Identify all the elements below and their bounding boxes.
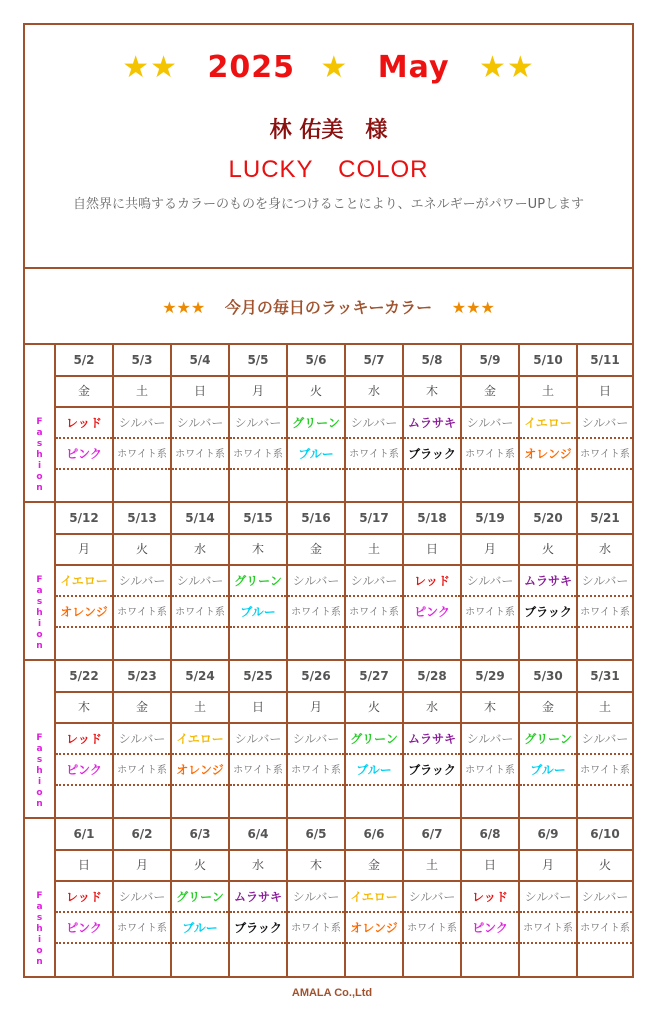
- day-date: 5/11: [578, 345, 632, 377]
- empty-cell: [230, 944, 286, 977]
- day-date: 6/7: [404, 819, 460, 851]
- lucky-color-secondary: ホワイト系: [462, 755, 518, 786]
- day-date: 5/16: [288, 503, 344, 535]
- empty-cell: [288, 786, 344, 819]
- lucky-color-secondary: ブラック: [404, 755, 460, 786]
- lucky-color-primary: シルバー: [114, 724, 170, 755]
- day-column: [578, 819, 632, 977]
- lucky-color-primary: イエロー: [172, 724, 228, 755]
- empty-cell: [56, 470, 112, 503]
- lucky-color-primary: グリーン: [230, 566, 286, 597]
- day-date: 5/20: [520, 503, 576, 535]
- lucky-color-secondary: ピンク: [56, 439, 112, 470]
- lucky-color-primary: シルバー: [462, 566, 518, 597]
- empty-cell: [462, 786, 518, 819]
- day-date: 5/6: [288, 345, 344, 377]
- lucky-color-primary: ムラサキ: [404, 408, 460, 439]
- day-column: [520, 503, 578, 661]
- day-column: [288, 661, 346, 819]
- day-date: 6/1: [56, 819, 112, 851]
- lucky-color-primary: シルバー: [346, 566, 402, 597]
- lucky-color-title: LUCKY COLOR: [228, 156, 429, 183]
- day-column: [462, 661, 520, 819]
- empty-cell: [56, 628, 112, 661]
- day-column: [172, 819, 230, 977]
- lucky-color-secondary: ホワイト系: [578, 755, 632, 786]
- empty-cell: [230, 786, 286, 819]
- day-date: 5/31: [578, 661, 632, 693]
- lucky-color-primary: レッド: [404, 566, 460, 597]
- lucky-color-secondary: ホワイト系: [230, 439, 286, 470]
- empty-cell: [520, 628, 576, 661]
- lucky-color-secondary: ホワイト系: [172, 597, 228, 628]
- day-date: 5/17: [346, 503, 402, 535]
- day-column: [462, 345, 520, 503]
- empty-cell: [230, 470, 286, 503]
- fashion-label: F a s h i o n: [36, 891, 43, 967]
- lucky-color-primary: シルバー: [578, 724, 632, 755]
- day-of-week: 水: [404, 693, 460, 724]
- day-column: [56, 503, 114, 661]
- empty-cell: [520, 786, 576, 819]
- empty-cell: [520, 944, 576, 977]
- empty-cell: [114, 786, 170, 819]
- lucky-color-primary: シルバー: [230, 408, 286, 439]
- side-label-cell: [25, 819, 56, 977]
- day-of-week: 土: [578, 693, 632, 724]
- lucky-color-primary: レッド: [56, 408, 112, 439]
- lucky-color-primary: シルバー: [578, 566, 632, 597]
- empty-cell: [462, 944, 518, 977]
- lucky-color-secondary: ホワイト系: [172, 439, 228, 470]
- day-date: 5/22: [56, 661, 112, 693]
- lucky-color-primary: シルバー: [404, 882, 460, 913]
- lucky-color-secondary: ホワイト系: [114, 439, 170, 470]
- empty-cell: [172, 786, 228, 819]
- lucky-color-secondary: ホワイト系: [578, 439, 632, 470]
- lucky-color-primary: ムラサキ: [230, 882, 286, 913]
- lucky-color-secondary: オレンジ: [56, 597, 112, 628]
- empty-cell: [288, 470, 344, 503]
- empty-cell: [404, 786, 460, 819]
- day-date: 5/2: [56, 345, 112, 377]
- day-of-week: 金: [520, 693, 576, 724]
- day-of-week: 水: [172, 535, 228, 566]
- day-date: 5/24: [172, 661, 228, 693]
- fashion-label: F a s h i o n: [36, 417, 43, 493]
- day-column: [346, 819, 404, 977]
- day-of-week: 月: [288, 693, 344, 724]
- empty-cell: [578, 786, 632, 819]
- lucky-color-primary: ムラサキ: [520, 566, 576, 597]
- day-of-week: 日: [462, 851, 518, 882]
- day-of-week: 日: [172, 377, 228, 408]
- day-date: 5/4: [172, 345, 228, 377]
- lucky-color-primary: レッド: [56, 882, 112, 913]
- day-column: [172, 503, 230, 661]
- day-column: [346, 661, 404, 819]
- day-column: [578, 503, 632, 661]
- lucky-color-secondary: ホワイト系: [462, 439, 518, 470]
- day-of-week: 月: [56, 535, 112, 566]
- lucky-color-primary: グリーン: [520, 724, 576, 755]
- lucky-color-secondary: ホワイト系: [346, 597, 402, 628]
- day-column: [230, 345, 288, 503]
- lucky-color-secondary: ピンク: [404, 597, 460, 628]
- empty-cell: [114, 944, 170, 977]
- side-label-cell: [25, 503, 56, 661]
- subheader-text: 今月の毎日のラッキーカラー: [224, 298, 433, 317]
- lucky-color-secondary: ピンク: [462, 913, 518, 944]
- lucky-color-primary: シルバー: [230, 724, 286, 755]
- lucky-color-secondary: ホワイト系: [346, 439, 402, 470]
- day-column: [114, 345, 172, 503]
- lucky-color-secondary: オレンジ: [346, 913, 402, 944]
- lucky-color-primary: グリーン: [288, 408, 344, 439]
- day-of-week: 金: [346, 851, 402, 882]
- lucky-color-secondary: ホワイト系: [404, 913, 460, 944]
- empty-cell: [288, 628, 344, 661]
- lucky-color-secondary: ホワイト系: [288, 755, 344, 786]
- day-of-week: 金: [462, 377, 518, 408]
- empty-cell: [114, 470, 170, 503]
- day-of-week: 月: [462, 535, 518, 566]
- empty-cell: [578, 944, 632, 977]
- day-column: [230, 819, 288, 977]
- day-column: [346, 345, 404, 503]
- lucky-color-secondary: ブルー: [288, 439, 344, 470]
- lucky-color-secondary: ホワイト系: [578, 913, 632, 944]
- lucky-color-primary: シルバー: [114, 408, 170, 439]
- day-date: 5/28: [404, 661, 460, 693]
- week-row: [25, 503, 632, 661]
- day-of-week: 金: [288, 535, 344, 566]
- day-date: 5/30: [520, 661, 576, 693]
- day-date: 6/6: [346, 819, 402, 851]
- day-column: [520, 345, 578, 503]
- side-label-cell: [25, 661, 56, 819]
- day-column: [56, 345, 114, 503]
- lucky-color-secondary: ホワイト系: [288, 597, 344, 628]
- lucky-color-primary: レッド: [56, 724, 112, 755]
- day-column: [172, 661, 230, 819]
- day-date: 5/9: [462, 345, 518, 377]
- day-date: 5/27: [346, 661, 402, 693]
- empty-cell: [578, 470, 632, 503]
- day-date: 6/5: [288, 819, 344, 851]
- lucky-color-primary: イエロー: [56, 566, 112, 597]
- lucky-color-primary: シルバー: [346, 408, 402, 439]
- day-of-week: 土: [172, 693, 228, 724]
- day-date: 6/2: [114, 819, 170, 851]
- stars-right-icon: ★★: [478, 50, 535, 85]
- day-column: [230, 503, 288, 661]
- lucky-color-secondary: ホワイト系: [520, 913, 576, 944]
- side-label-cell: [25, 345, 56, 503]
- day-of-week: 水: [230, 851, 286, 882]
- day-column: [404, 661, 462, 819]
- empty-cell: [404, 470, 460, 503]
- empty-cell: [462, 628, 518, 661]
- lucky-color-primary: シルバー: [172, 566, 228, 597]
- day-of-week: 日: [404, 535, 460, 566]
- day-of-week: 水: [346, 377, 402, 408]
- lucky-color-secondary: ホワイト系: [114, 755, 170, 786]
- lucky-color-primary: ムラサキ: [404, 724, 460, 755]
- lucky-color-primary: シルバー: [288, 882, 344, 913]
- day-of-week: 木: [288, 851, 344, 882]
- lucky-color-secondary: ブラック: [520, 597, 576, 628]
- day-of-week: 日: [578, 377, 632, 408]
- lucky-color-primary: イエロー: [346, 882, 402, 913]
- day-date: 5/5: [230, 345, 286, 377]
- day-of-week: 日: [230, 693, 286, 724]
- day-date: 5/19: [462, 503, 518, 535]
- day-date: 6/4: [230, 819, 286, 851]
- lucky-color-primary: シルバー: [578, 882, 632, 913]
- lucky-color-primary: シルバー: [462, 408, 518, 439]
- lucky-color-secondary: ホワイト系: [114, 913, 170, 944]
- day-column: [404, 345, 462, 503]
- lucky-color-secondary: ホワイト系: [114, 597, 170, 628]
- day-date: 5/13: [114, 503, 170, 535]
- lucky-color-secondary: オレンジ: [172, 755, 228, 786]
- day-date: 5/14: [172, 503, 228, 535]
- day-of-week: 火: [578, 851, 632, 882]
- header-section: [25, 25, 632, 269]
- day-of-week: 金: [56, 377, 112, 408]
- lucky-color-primary: グリーン: [346, 724, 402, 755]
- empty-cell: [346, 786, 402, 819]
- week-row: [25, 819, 632, 977]
- day-of-week: 土: [114, 377, 170, 408]
- day-date: 5/23: [114, 661, 170, 693]
- day-of-week: 土: [520, 377, 576, 408]
- day-column: [404, 503, 462, 661]
- subheader: [25, 295, 632, 318]
- lucky-color-secondary: ブラック: [230, 913, 286, 944]
- lucky-color-secondary: ホワイト系: [462, 597, 518, 628]
- day-of-week: 月: [230, 377, 286, 408]
- day-date: 5/15: [230, 503, 286, 535]
- day-column: [288, 345, 346, 503]
- lucky-color-secondary: ブラック: [404, 439, 460, 470]
- footer-company: AMALA Co.,Ltd: [291, 987, 373, 999]
- day-of-week: 火: [114, 535, 170, 566]
- sub-stars-left-icon: ★★★: [162, 298, 206, 317]
- day-column: [520, 819, 578, 977]
- day-date: 6/3: [172, 819, 228, 851]
- day-of-week: 木: [230, 535, 286, 566]
- day-column: [56, 661, 114, 819]
- lucky-color-primary: シルバー: [172, 408, 228, 439]
- empty-cell: [56, 944, 112, 977]
- day-column: [56, 819, 114, 977]
- stars-left-icon: ★★: [122, 50, 179, 85]
- day-of-week: 水: [578, 535, 632, 566]
- sub-stars-right-icon: ★★★: [451, 298, 495, 317]
- day-date: 5/18: [404, 503, 460, 535]
- day-of-week: 月: [114, 851, 170, 882]
- day-date: 5/25: [230, 661, 286, 693]
- day-column: [520, 661, 578, 819]
- day-date: 5/12: [56, 503, 112, 535]
- empty-cell: [56, 786, 112, 819]
- lucky-color-secondary: ピンク: [56, 755, 112, 786]
- day-of-week: 金: [114, 693, 170, 724]
- fashion-label: F a s h i o n: [36, 575, 43, 651]
- lucky-color-secondary: ホワイト系: [288, 913, 344, 944]
- star-mid-icon: ★: [320, 50, 349, 85]
- empty-cell: [404, 944, 460, 977]
- lucky-color-secondary: ピンク: [56, 913, 112, 944]
- subheader-section: [25, 269, 632, 345]
- empty-cell: [172, 944, 228, 977]
- empty-cell: [288, 944, 344, 977]
- day-column: [462, 503, 520, 661]
- empty-cell: [578, 628, 632, 661]
- day-of-week: 木: [462, 693, 518, 724]
- day-column: [578, 661, 632, 819]
- fashion-label: F a s h i o n: [36, 733, 43, 809]
- day-of-week: 土: [346, 535, 402, 566]
- empty-cell: [404, 628, 460, 661]
- day-of-week: 火: [172, 851, 228, 882]
- day-column: [288, 819, 346, 977]
- lucky-color-primary: シルバー: [462, 724, 518, 755]
- day-column: [114, 819, 172, 977]
- day-column: [404, 819, 462, 977]
- month: May: [377, 50, 450, 85]
- empty-cell: [346, 944, 402, 977]
- empty-cell: [462, 470, 518, 503]
- day-column: [230, 661, 288, 819]
- day-date: 6/8: [462, 819, 518, 851]
- lucky-color-primary: イエロー: [520, 408, 576, 439]
- lucky-color-primary: シルバー: [114, 566, 170, 597]
- day-of-week: 火: [346, 693, 402, 724]
- lucky-color-primary: シルバー: [114, 882, 170, 913]
- empty-cell: [172, 470, 228, 503]
- lucky-color-primary: シルバー: [288, 566, 344, 597]
- lucky-color-secondary: ブルー: [520, 755, 576, 786]
- lucky-color-primary: シルバー: [288, 724, 344, 755]
- empty-cell: [114, 628, 170, 661]
- day-of-week: 火: [288, 377, 344, 408]
- lucky-color-secondary: ブルー: [230, 597, 286, 628]
- lucky-color-primary: レッド: [462, 882, 518, 913]
- day-date: 6/10: [578, 819, 632, 851]
- week-row: [25, 661, 632, 819]
- recipient-name: 林 佑美 様: [269, 118, 388, 143]
- day-column: [346, 503, 404, 661]
- day-of-week: 木: [404, 377, 460, 408]
- day-date: 5/8: [404, 345, 460, 377]
- day-date: 5/3: [114, 345, 170, 377]
- description: 自然界に共鳴するカラーのものを身につけることにより、エネルギーがパワーUPします: [72, 197, 585, 212]
- lucky-color-secondary: ホワイト系: [230, 755, 286, 786]
- day-column: [462, 819, 520, 977]
- empty-cell: [346, 628, 402, 661]
- day-column: [114, 661, 172, 819]
- lucky-color-primary: シルバー: [578, 408, 632, 439]
- lucky-color-secondary: ホワイト系: [578, 597, 632, 628]
- week-row: [25, 345, 632, 503]
- day-date: 5/10: [520, 345, 576, 377]
- lucky-color-primary: シルバー: [520, 882, 576, 913]
- empty-cell: [346, 470, 402, 503]
- day-of-week: 月: [520, 851, 576, 882]
- day-of-week: 日: [56, 851, 112, 882]
- day-column: [114, 503, 172, 661]
- day-column: [172, 345, 230, 503]
- day-date: 6/9: [520, 819, 576, 851]
- day-of-week: 木: [56, 693, 112, 724]
- empty-cell: [230, 628, 286, 661]
- day-date: 5/7: [346, 345, 402, 377]
- day-of-week: 土: [404, 851, 460, 882]
- lucky-color-primary: グリーン: [172, 882, 228, 913]
- year: 2025: [207, 50, 295, 85]
- page-title: [25, 50, 632, 85]
- empty-cell: [172, 628, 228, 661]
- day-of-week: 火: [520, 535, 576, 566]
- lucky-color-secondary: ブルー: [172, 913, 228, 944]
- day-date: 5/29: [462, 661, 518, 693]
- calendar-frame: [23, 23, 634, 978]
- day-column: [578, 345, 632, 503]
- day-date: 5/21: [578, 503, 632, 535]
- empty-cell: [520, 470, 576, 503]
- day-date: 5/26: [288, 661, 344, 693]
- day-column: [288, 503, 346, 661]
- lucky-color-secondary: ブルー: [346, 755, 402, 786]
- lucky-color-secondary: オレンジ: [520, 439, 576, 470]
